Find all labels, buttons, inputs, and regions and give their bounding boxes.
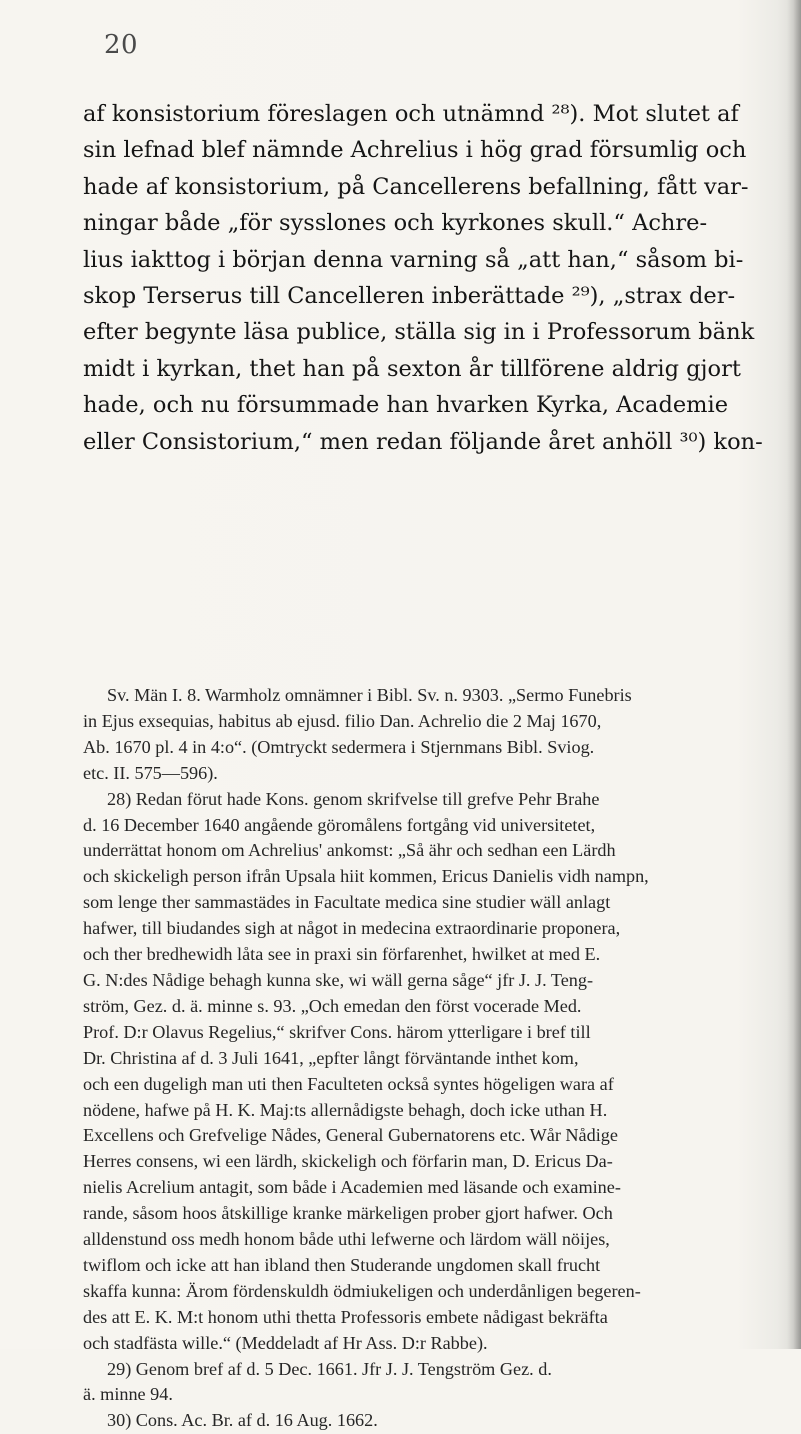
footnote-line: G. N:des Nådige behagh kunna ske, wi wäll gerna såge“ jfr J. J. Teng- — [83, 969, 594, 990]
body-line: ningar både „för sysslones och kyrkones skull.“ Achre- — [83, 210, 708, 237]
body-line: skop Terserus till Cancelleren inberättade ²⁹), „strax der- — [83, 283, 736, 310]
footnote-line: Prof. D:r Olavus Regelius,“ skrifver Cons. härom ytterligare i bref till — [83, 1021, 591, 1042]
footnote-line: som lenge ther sammastädes in Facultate medica sine studier wäll anlagt — [83, 892, 611, 913]
body-line: hade, och nu försummade han hvarken Kyrka, Academie — [83, 392, 729, 419]
footnote-line: alldenstund oss medh honom både uthi lefwerne och lärdom wäll nöijes, — [83, 1229, 610, 1250]
footnote-line: des att E. K. M:t honom uthi thetta Professoris embete nådigast bekräfta — [83, 1306, 608, 1327]
footnote-line: 29) Genom bref af d. 5 Dec. 1661. Jfr J. J. Tengström Gez. d. — [107, 1358, 552, 1379]
footnote-line: ä. minne 94. — [83, 1384, 173, 1405]
footnote-line: Herres consens, wi een lärdh, skickeligh och förfarin man, D. Ericus Da- — [83, 1151, 613, 1172]
footnote-line: och stadfästa wille.“ (Meddeladt af Hr Ass. D:r Rabbe). — [83, 1332, 488, 1353]
footnote-line: nödene, hafwe på H. K. Maj:ts allernådigste behagh, doch icke uthan H. — [83, 1099, 608, 1120]
footnote-line: och een dugeligh man uti then Faculteten också syntes högeligen wara af — [83, 1073, 614, 1094]
footnote-line: in Ejus exsequias, habitus ab ejusd. filio Dan. Achrelio die 2 Maj 1670, — [83, 710, 602, 731]
footnote-line: skaffa kunna: Ärom fördenskuldh ödmiukeligen och underdånligen begeren- — [83, 1280, 641, 1301]
footnote-line: 30) Cons. Ac. Br. af d. 16 Aug. 1662. — [107, 1410, 378, 1431]
body-line: lius iakttog i början denna varning så „att han,“ såsom bi- — [83, 246, 744, 273]
footnote-line: d. 16 December 1640 angående göromålens fortgång vid universitetet, — [83, 814, 596, 835]
footnote-line: Ab. 1670 pl. 4 in 4:o“. (Omtryckt sedermera i Stjernmans Bibl. Sviog. — [83, 736, 595, 757]
footnote-line: etc. II. 575—596). — [83, 762, 218, 783]
body-line: eller Consistorium,“ men redan följande året anhöll ³⁰) kon- — [83, 428, 763, 455]
body-line: efter begynte läsa publice, ställa sig in i Professorum bänk — [83, 319, 755, 346]
footnote-line: och skickeligh person ifrån Upsala hiit kommen, Ericus Danielis vidh nampn, — [83, 866, 649, 887]
footnote-line: twiflom och icke att han ibland then Studerande ungdomen skall frucht — [83, 1254, 601, 1275]
body-line: hade af konsistorium, på Cancellerens befallning, fått var- — [83, 173, 749, 200]
footnote-line: rande, såsom hoos åtskillige kranke märkeligen prober gjort hafwer. Och — [83, 1203, 613, 1224]
body-line: af konsistorium föreslagen och utnämnd ²⁸). Mot slutet af — [83, 101, 739, 127]
main-body-text — [83, 96, 795, 460]
footnote-line: underrättat honom om Achrelius' ankomst: „Så ähr och sedhan een Lärdh — [83, 840, 616, 861]
footnote-line: nielis Acrelium antagit, som både i Academien med läsande och examine- — [83, 1177, 621, 1198]
body-line: midt i kyrkan, thet han på sexton år tillförene aldrig gjort — [83, 355, 741, 382]
footnote-line: Excellens och Grefvelige Nådes, General Gubernatorens etc. Wår Nådige — [83, 1125, 618, 1146]
footnote-line: hafwer, till biudandes sigh at något in medecina extraordinarie proponera, — [83, 918, 621, 939]
footnote-line: Dr. Christina af d. 3 Juli 1641, „epfter långt förväntande inthet kom, — [83, 1047, 579, 1068]
footnote-line: och ther bredhewidh låta see in praxi sin förfarenhet, hwilket at med E. — [83, 944, 601, 965]
footnote-line: Sv. Män I. 8. Warmholz omnämner i Bibl. Sv. n. 9303. „Sermo Funebris — [107, 685, 632, 705]
footnote-line: 28) Redan förut hade Kons. genom skrifvelse till grefve Pehr Brahe — [107, 788, 600, 809]
footnote-line: ström, Gez. d. ä. minne s. 93. „Och emedan den först vocerade Med. — [83, 995, 582, 1016]
page-number: 20 — [104, 30, 139, 60]
footnotes — [83, 683, 795, 1434]
body-line: sin lefnad blef nämnde Achrelius i hög grad försumlig och — [83, 137, 747, 164]
